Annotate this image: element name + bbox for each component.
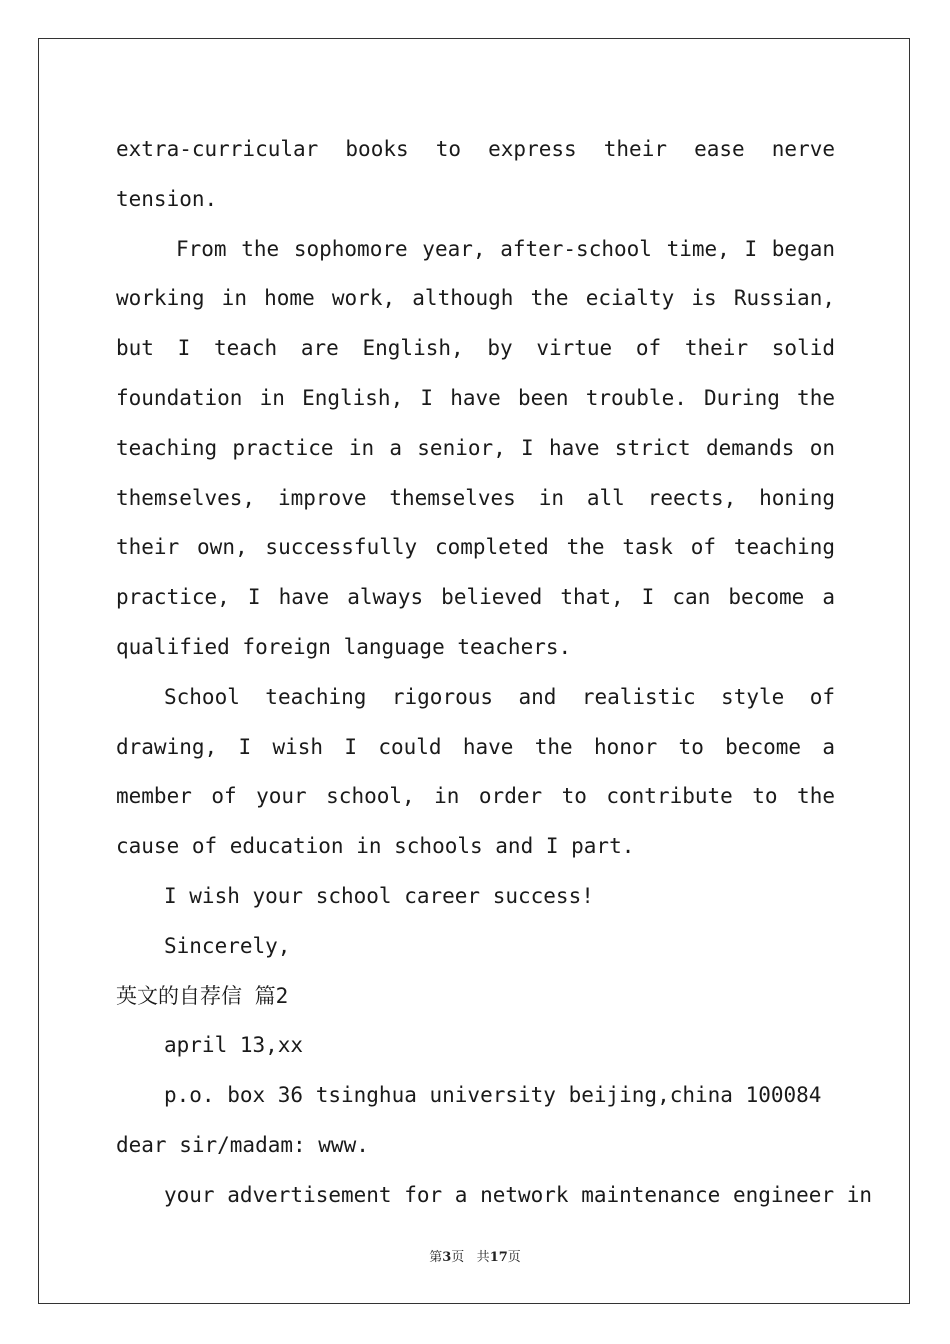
footer-total-suffix: 页 bbox=[507, 1250, 521, 1265]
paragraph-sincerely: Sincerely, bbox=[164, 933, 291, 958]
page-footer bbox=[0, 1246, 950, 1265]
paragraph-continuation: extra-curricular books to express their ease nerve tension. bbox=[116, 137, 835, 211]
footer-page-suffix: 页 bbox=[451, 1250, 465, 1265]
letter-address: p.o. box 36 tsinghua university beijing,china 100084 bbox=[164, 1083, 822, 1108]
letter-opening: your advertisement for a network maintenance engineer in bbox=[164, 1182, 873, 1207]
footer-page-prefix: 第 bbox=[429, 1250, 443, 1265]
letter-date: april 13,xx bbox=[164, 1033, 304, 1058]
letter-salutation: dear sir/madam: www. bbox=[116, 1132, 369, 1157]
footer-page-number: 3 bbox=[442, 1250, 452, 1265]
document-body bbox=[116, 125, 873, 1221]
paragraph-sophomore: From the sophomore year, after-school time, I began working in home work, although the ecialty is Russian, but I teach are English, by virtue of their solid foundation in English, I have been trouble. During the teaching practice in a senior, I have strict demands on themselves, improve themselves in all reects, honing their own, successfully completed the task of teaching practice, I have always believed that, I can become a qualified foreign language teachers. bbox=[116, 236, 835, 659]
paragraph-school-teaching: School teaching rigorous and realistic style of drawing, I wish I could have the honor to become a member of your school, in order to contribute to the cause of education in schools and I part. bbox=[116, 684, 835, 859]
footer-total-pages: 17 bbox=[489, 1250, 508, 1265]
footer-total-prefix: 共 bbox=[476, 1250, 490, 1265]
paragraph-wish: I wish your school career success! bbox=[164, 883, 594, 908]
section-heading: 英文的自荐信 篇2 bbox=[116, 983, 289, 1008]
